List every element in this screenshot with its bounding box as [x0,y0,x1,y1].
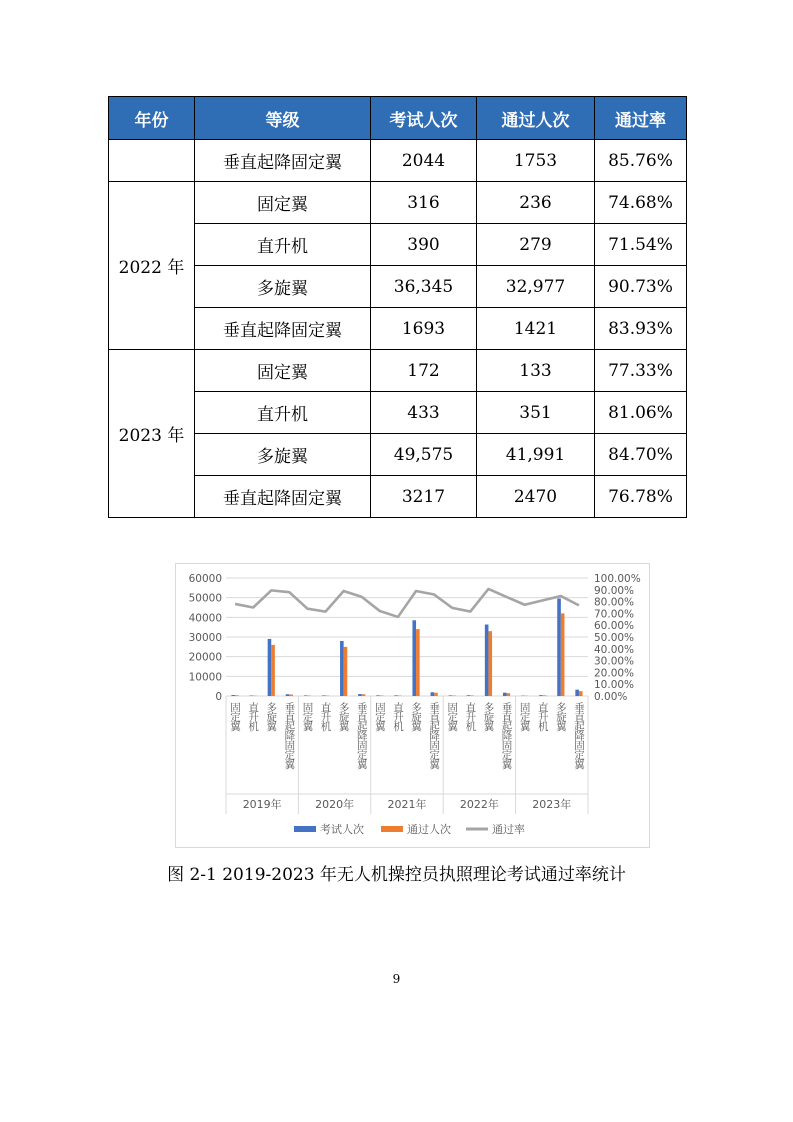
table-row [109,350,687,392]
pass-cell: 279 [477,224,595,266]
rate-cell: 84.70% [595,434,687,476]
pass-cell: 32,977 [477,266,595,308]
legend-swatch [381,826,403,832]
category-label: 垂直起降固定翼 [283,702,296,769]
category-label: 直升机 [536,702,549,731]
bar [579,691,583,696]
bar [543,695,547,696]
bar [231,695,235,696]
category-label: 直升机 [464,702,477,731]
table-row [109,224,687,266]
category-label: 多旋翼 [554,702,567,731]
y-tick-label: 50000 [188,592,222,605]
y2-tick-label: 30.00% [594,655,635,668]
chart-svg [176,564,649,847]
table-row [109,266,687,308]
table-header-row [109,97,687,140]
table-row [109,182,687,224]
table-row [109,434,687,476]
bar [304,695,308,696]
rate-cell: 83.93% [595,308,687,350]
y2-tick-label: 10.00% [594,679,635,692]
y-tick-label: 10000 [188,671,222,684]
y2-tick-label: 40.00% [594,643,635,656]
exam-cell: 433 [371,392,477,434]
year-cell: 2023 年 [109,350,195,518]
bar [358,694,362,696]
pass-rate-line [235,589,579,617]
category-label: 垂直起降固定翼 [572,702,585,769]
pass-cell: 1421 [477,308,595,350]
pass-cell: 2470 [477,476,595,518]
exam-cell: 316 [371,182,477,224]
exam-cell: 2044 [371,140,477,182]
table-row [109,140,687,182]
group-label: 2020年 [315,798,355,811]
category-label: 直升机 [319,702,332,731]
exam-stats-table [108,96,687,518]
bar [286,694,290,696]
category-label: 直升机 [247,702,260,731]
bar [503,693,507,696]
table-row [109,392,687,434]
category-label: 垂直起降固定翼 [428,702,441,769]
rate-cell: 74.68% [595,182,687,224]
exam-cell: 390 [371,224,477,266]
bar [412,620,416,696]
legend-swatch [294,826,316,832]
bar [434,693,438,696]
y-tick-label: 0 [215,691,222,703]
y2-tick-label: 100.00% [594,573,641,585]
y-tick-label: 40000 [188,612,222,625]
bar [557,599,561,696]
bar [235,695,239,696]
category-label: 多旋翼 [265,702,278,731]
y2-tick-label: 70.00% [594,608,635,621]
page-number: 9 [392,972,401,986]
category-label: 直升机 [391,702,404,731]
y2-tick-label: 50.00% [594,632,635,644]
header-level: 等级 [195,97,371,140]
category-label: 固定翼 [446,702,459,731]
level-cell: 固定翼 [195,182,371,224]
bar [431,692,435,696]
bar [467,695,471,696]
table-row [109,308,687,350]
bar [376,695,380,696]
y-tick-label: 60000 [188,573,222,585]
y2-tick-label: 0.00% [594,691,628,703]
bar [485,625,489,696]
group-label: 2021年 [387,798,427,811]
category-label: 固定翼 [229,702,242,731]
level-cell: 垂直起降固定翼 [195,308,371,350]
level-cell: 垂直起降固定翼 [195,140,371,182]
pass-cell: 133 [477,350,595,392]
y-tick-label: 20000 [188,651,222,664]
group-label: 2023年 [532,798,572,811]
y2-tick-label: 60.00% [594,620,635,633]
group-label: 2022年 [459,798,499,811]
bar [322,695,326,696]
category-label: 多旋翼 [410,702,423,731]
rate-cell: 85.76% [595,140,687,182]
bar [394,695,398,696]
level-cell: 直升机 [195,392,371,434]
exam-cell: 49,575 [371,434,477,476]
header-exam-count: 考试人次 [371,97,477,140]
level-cell: 多旋翼 [195,434,371,476]
bar [271,645,275,696]
y2-tick-label: 80.00% [594,596,635,609]
rate-cell: 71.54% [595,224,687,266]
category-label: 垂直起降固定翼 [355,702,368,769]
group-label: 2019年 [242,798,282,811]
bar [416,629,420,696]
exam-cell: 1693 [371,308,477,350]
table-row [109,476,687,518]
bar [268,639,272,696]
rate-cell: 77.33% [595,350,687,392]
header-year: 年份 [109,97,195,140]
level-cell: 固定翼 [195,350,371,392]
level-cell: 垂直起降固定翼 [195,476,371,518]
y2-tick-label: 90.00% [594,584,635,597]
pass-cell: 41,991 [477,434,595,476]
category-label: 多旋翼 [482,702,495,731]
legend-label: 考试人次 [320,823,364,836]
bar [362,694,366,696]
y2-tick-label: 20.00% [594,667,635,680]
bar [539,695,543,696]
level-cell: 直升机 [195,224,371,266]
category-label: 固定翼 [373,702,386,731]
y-tick-label: 30000 [188,632,222,644]
pass-cell: 236 [477,182,595,224]
exam-cell: 3217 [371,476,477,518]
category-label: 固定翼 [518,702,531,731]
category-label: 垂直起降固定翼 [500,702,513,769]
rate-cell: 90.73% [595,266,687,308]
exam-cell: 36,345 [371,266,477,308]
bar [507,693,511,696]
bar [289,695,293,696]
header-pass-rate: 通过率 [595,97,687,140]
category-label: 固定翼 [301,702,314,731]
bar [344,647,348,696]
pass-rate-chart [175,563,650,848]
legend-label: 通过人次 [407,823,451,836]
pass-cell: 351 [477,392,595,434]
category-label: 多旋翼 [337,702,350,731]
bar [340,641,344,696]
year-cell [109,140,195,182]
year-cell: 2022 年 [109,182,195,350]
pass-cell: 1753 [477,140,595,182]
header-pass-count: 通过人次 [477,97,595,140]
figure-caption: 图 2-1 2019-2023 年无人机操控员执照理论考试通过率统计 [167,865,626,885]
exam-cell: 172 [371,350,477,392]
rate-cell: 81.06% [595,392,687,434]
legend-label: 通过率 [492,823,525,836]
level-cell: 多旋翼 [195,266,371,308]
bar [561,613,565,696]
rate-cell: 76.78% [595,476,687,518]
bar [449,695,453,696]
bar [488,631,492,696]
bar [575,690,579,696]
bar [470,695,474,696]
